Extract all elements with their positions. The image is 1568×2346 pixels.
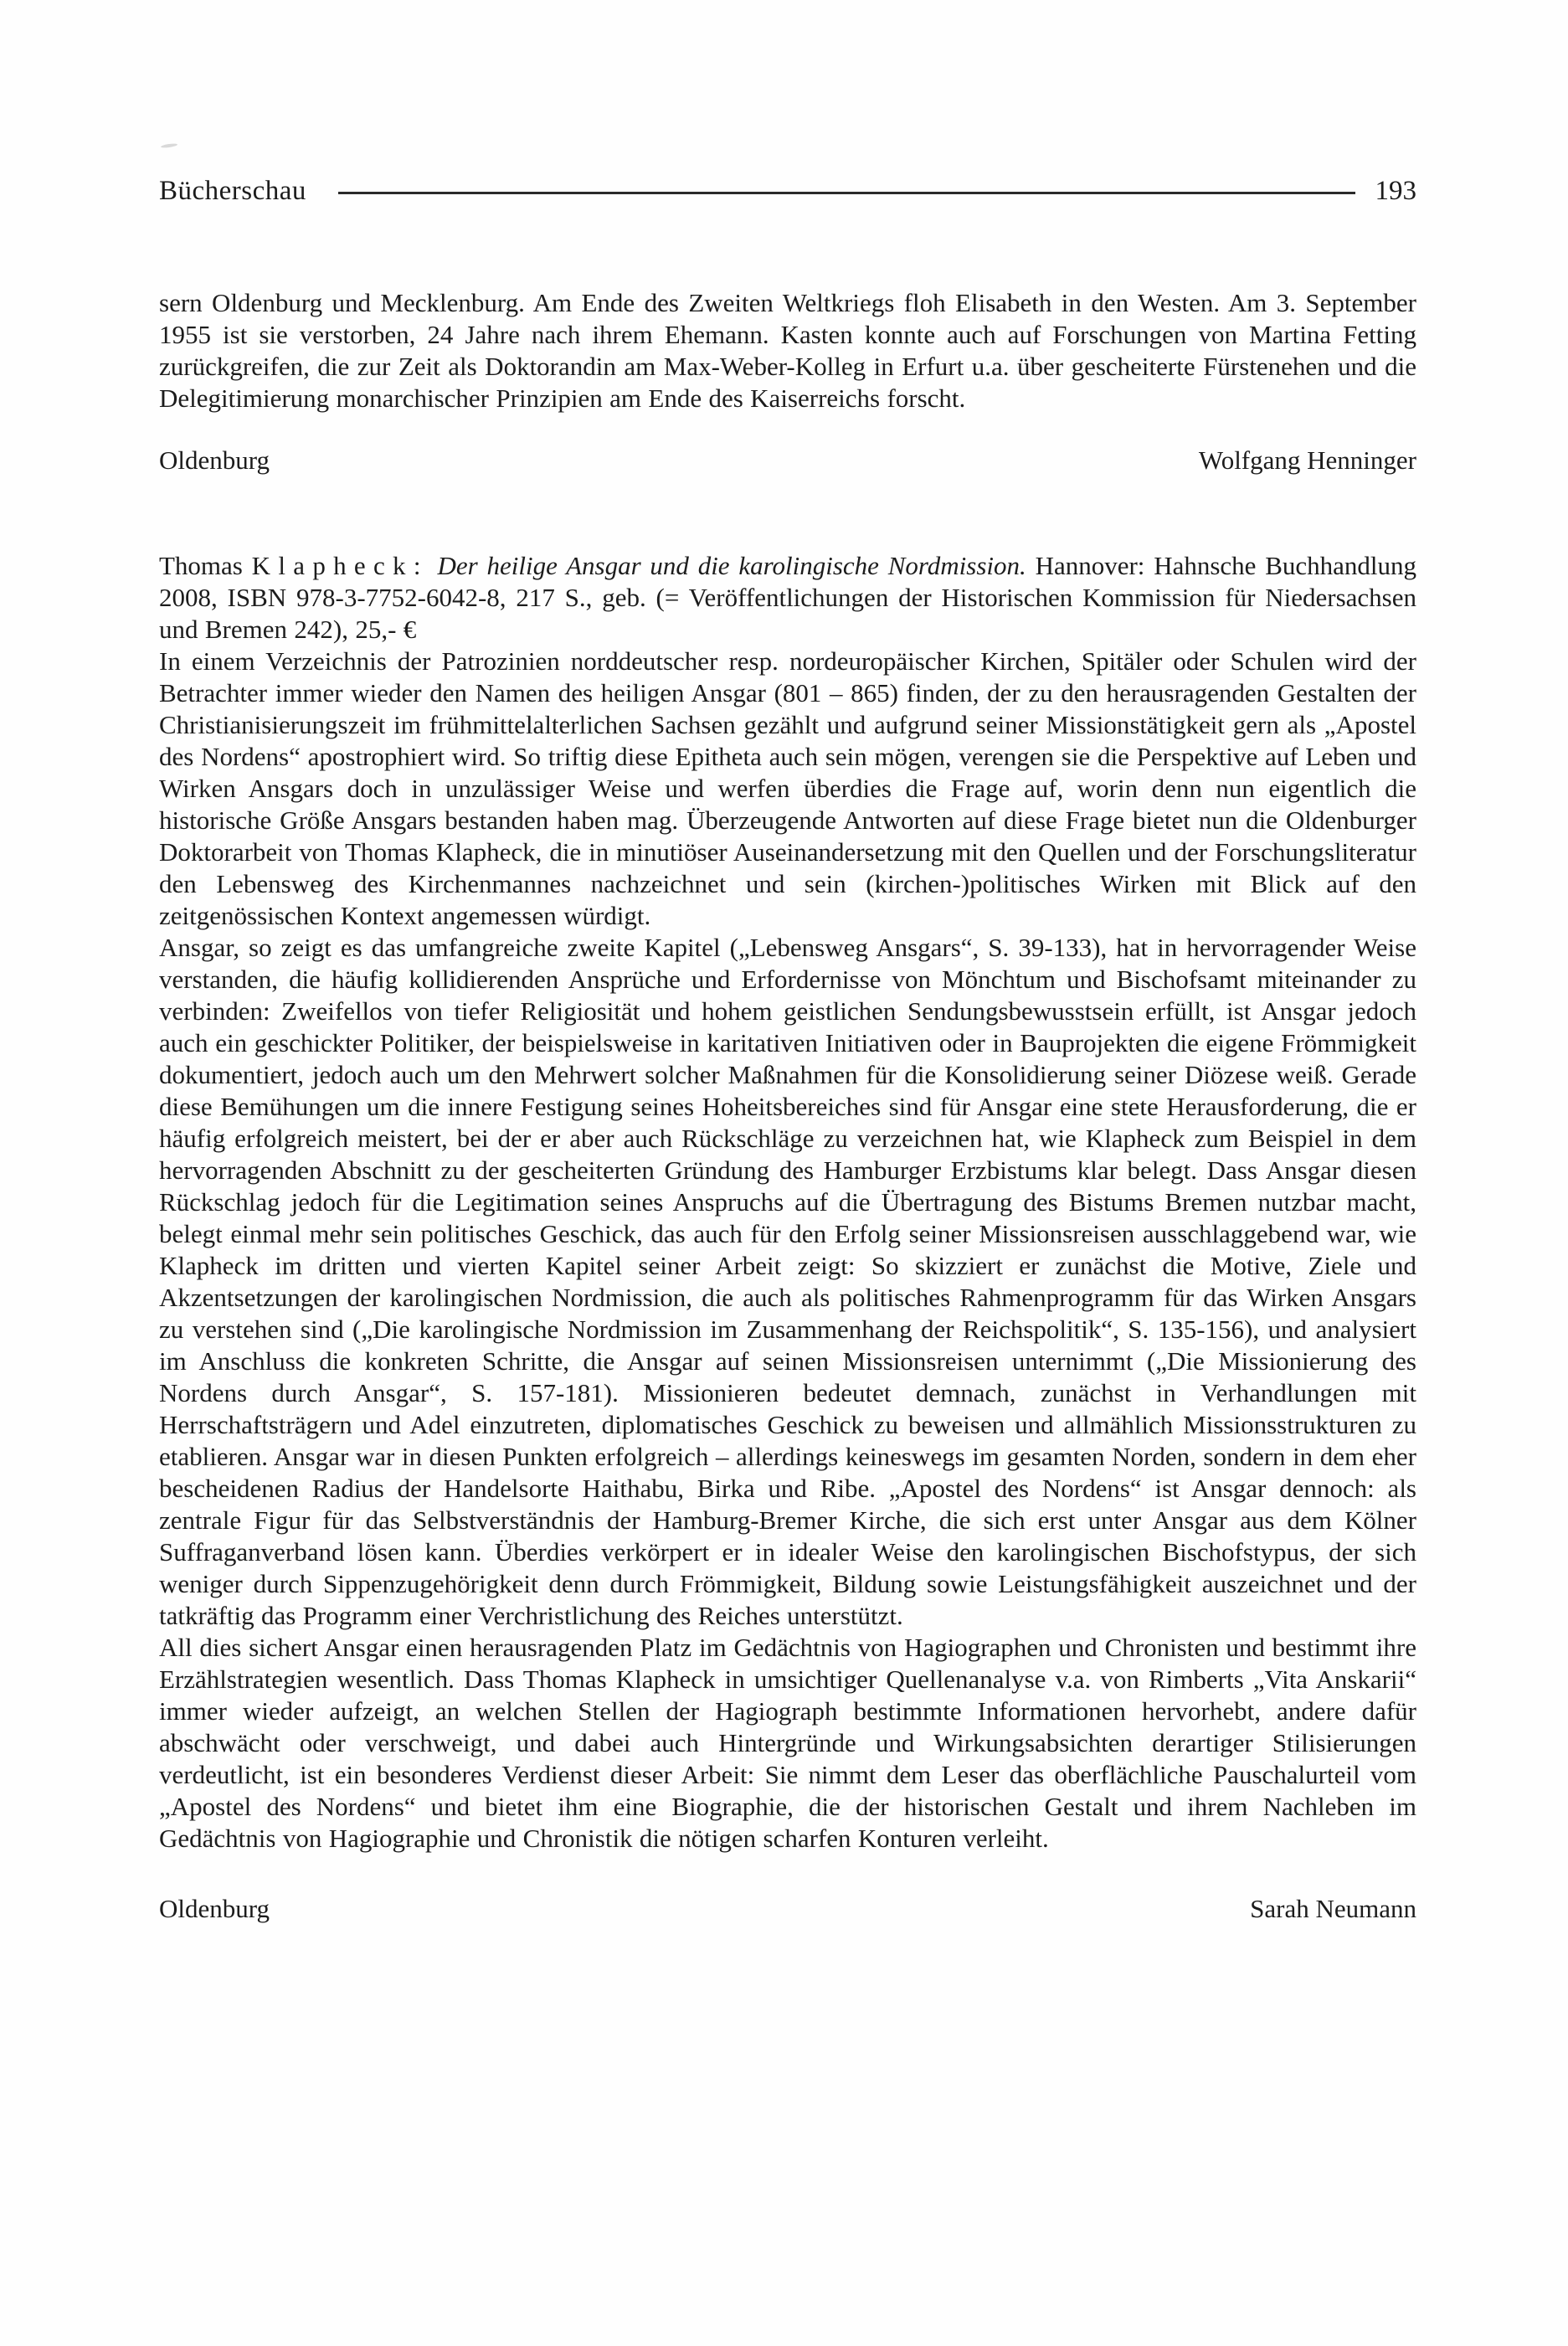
citation-author-first-name: Thomas <box>159 551 243 580</box>
continuation-paragraph: sern Oldenburg und Mecklenburg. Am Ende des Zweiten Weltkriegs floh Elisabeth in den Westen. Am 3. September 1955 ist sie verstorben, 24 Jahre nach ihrem Ehemann. Kasten konnte auch auf Forschungen von Martina Fetting zurückgreifen, die zur Zeit als Doktorandin am Max-Weber-Kolleg in Erfurt u.a. über gescheiterte Fürstenehen und die Delegitimierung monarchischer Prinzipien am Ende des Kaiserreichs forscht. <box>159 288 1416 413</box>
signoff-reviewer: Wolfgang Henninger <box>1198 445 1416 475</box>
signoff-reviewer: Sarah Neumann <box>1250 1894 1416 1923</box>
signoff-place: Oldenburg <box>159 445 270 475</box>
text-block <box>159 0 1416 1925</box>
review-citation <box>159 550 1416 646</box>
citation-book-title: Der heilige Ansgar und die karolingische Nordmission. <box>437 551 1026 580</box>
citation-author-last-name: Klapheck: <box>251 551 429 580</box>
header-rule <box>338 192 1355 194</box>
citation-publication-details: Hannover: Hahnsche Buchhandlung 2008, ISBN 978-3-7752-6042-8, 217 S., geb. (= Veröffentlichungen der Historischen Kommission für Niedersachsen und Bremen 242), 25,- € <box>159 551 1417 644</box>
signoff-place: Oldenburg <box>159 1894 270 1923</box>
review-paragraph: All dies sichert Ansgar einen herausragenden Platz im Gedächtnis von Hagiographen und Chronisten und bestimmt ihre Erzählstrategien wesentlich. Dass Thomas Klapheck in umsichtiger Quellenanalyse v.a. von Rimberts „Vita Anskarii“ immer wieder aufzeigt, an welchen Stellen der Hagiograph bestimmte Informationen hervorhebt, andere dafür abschwächt oder verschweigt, und dabei auch Hintergründe und Wirkungsabsichten derartiger Stilisierungen verdeutlicht, ist ein besonderes Verdienst dieser Arbeit: Sie nimmt dem Leser das oberflächliche Pauschalurteil vom „Apostel des Nordens“ und bietet ihm eine Biographie, die der historischen Gestalt und ihrem Nachleben im Gedächtnis von Hagiographie und Chronistik die nötigen scharfen Konturen verleiht. <box>159 1633 1416 1853</box>
review-paragraph: In einem Verzeichnis der Patrozinien norddeutscher resp. nordeuropäischer Kirchen, Spitäler oder Schulen wird der Betrachter immer wieder den Namen des heiligen Ansgar (801 – 865) finden, der zu den herausragenden Gestalten der Christianisierungszeit im frühmittelalterlichen Sachsen gezählt und aufgrund seiner Missionstätigkeit gern als „Apostel des Nordens“ apostrophiert wird. So triftig diese Epitheta auch sein mögen, verengen sie die Perspektive auf Leben und Wirken Ansgars doch in unzulässiger Weise und werfen überdies die Frage auf, worin denn nun eigentlich die historische Größe Ansgars bestanden haben mag. Überzeugende Antworten auf diese Frage bietet nun die Oldenburger Doktorarbeit von Thomas Klapheck, die in minutiöser Auseinandersetzung mit den Quellen und der Forschungsliteratur den Lebensweg des Kirchenmannes nachzeichnet und sein (kirchen-)politisches Wirken mit Blick auf den zeitgenössischen Kontext angemessen würdigt. <box>159 646 1416 930</box>
running-header <box>159 177 1416 205</box>
section-title: Bücherschau <box>159 176 306 206</box>
review-paragraph: Ansgar, so zeigt es das umfangreiche zweite Kapitel („Lebensweg Ansgars“, S. 39-133), hat in hervorragender Weise verstanden, die häufig kollidierenden Ansprüche und Erfordernisse von Mönchtum und Bischofsamt miteinander zu verbinden: Zweifellos von tiefer Religiosität und hohem geistlichen Sendungsbewusstsein erfüllt, ist Ansgar jedoch auch ein geschickter Politiker, der beispielsweise in karitativen Initiativen oder in Bauprojekten die eigene Frömmigkeit dokumentiert, jedoch auch um den Mehrwert solcher Maßnahmen für die Konsolidierung seiner Diözese weiß. Gerade diese Bemühungen um die innere Festigung seines Hoheitsbereiches sind für Ansgar eine stete Herausforderung, die er häufig erfolgreich meistert, bei der er aber auch Rückschläge zu verzeichnen hat, wie Klapheck zum Beispiel in dem hervorragenden Abschnitt zu der gescheiterten Gründung des Hamburger Erzbistums klar belegt. Dass Ansgar diesen Rückschlag jedoch für die Legitimation seines Anspruchs auf die Übertragung des Bistums Bremen nutzbar macht, belegt einmal mehr sein politisches Geschick, das auch für den Erfolg seiner Missionsreisen ausschlaggebend war, wie Klapheck im dritten und vierten Kapitel seiner Arbeit zeigt: So skizziert er zunächst die Motive, Ziele und Akzentsetzungen der karolingischen Nordmission, die auch als politisches Rahmenprogramm für das Wirken Ansgars zu verstehen sind („Die karolingische Nordmission im Zusammenhang der Reichspolitik“, S. 135-156), und analysiert im Anschluss die konkreten Schritte, die Ansgar auf seinen Missionsreisen unternimmt („Die Missionierung des Nordens durch Ansgar“, S. 157-181). Missionieren bedeutet demnach, zunächst in Verhandlungen mit Herrschaftsträgern und Adel einzutreten, diplomatisches Geschick zu beweisen und allmählich Missionsstrukturen zu etablieren. Ansgar war in diesen Punkten erfolgreich – allerdings keineswegs im gesamten Norden, sondern in dem eher bescheidenen Radius der Handelsorte Haithabu, Birka und Ribe. „Apostel des Nordens“ ist Ansgar dennoch: als zentrale Figur für das Selbstverständnis der Hamburg-Bremer Kirche, die sich erst unter Ansgar aus dem Kölner Suffraganverband lösen kann. Überdies verkörpert er in idealer Weise den karolingischen Bischofstypus, der sich weniger durch Sippenzugehörigkeit denn durch Frömmigkeit, Bildung sowie Leistungsfähigkeit auszeichnet und der tatkräftig das Programm einer Verchristlichung des Reiches unterstützt. <box>159 933 1416 1630</box>
signoff-second-review <box>159 1893 1416 1925</box>
page-number: 193 <box>1375 176 1416 206</box>
book-review <box>159 550 1416 1855</box>
signoff-first-review <box>159 445 1416 476</box>
